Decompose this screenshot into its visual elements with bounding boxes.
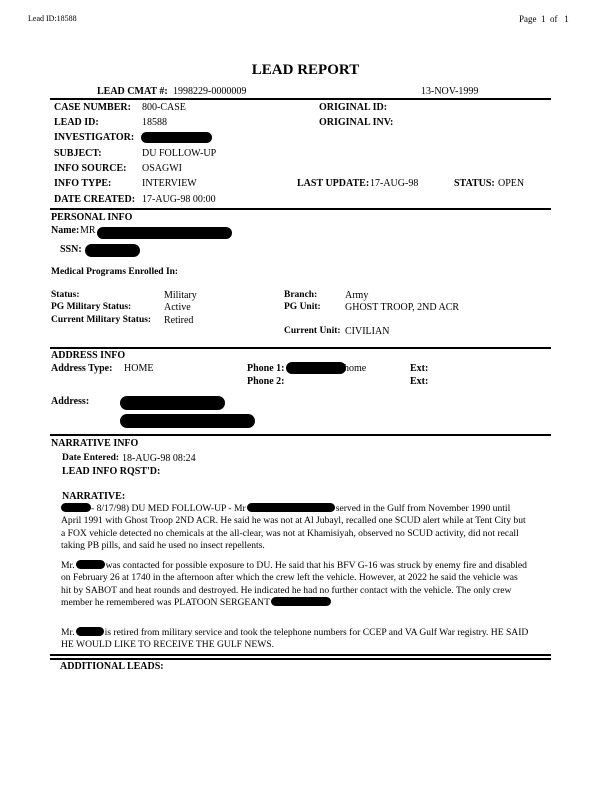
narrative-paragraph-1 [61, 503, 529, 553]
ext1-label: Ext: [410, 363, 429, 374]
phone2-label: Phone 2: [247, 376, 285, 387]
redaction-mark [76, 627, 104, 636]
ext2-label: Ext: [410, 376, 429, 387]
top-rule [50, 98, 551, 100]
personal-rule [50, 347, 551, 349]
address-heading: ADDRESS INFO [51, 350, 126, 361]
name-redaction [97, 227, 232, 239]
branch: Army [345, 290, 369, 301]
name-prefix: MR [80, 225, 96, 236]
address-type: HOME [124, 363, 154, 374]
pg-unit-label: PG Unit: [284, 302, 321, 312]
pg-unit: GHOST TROOP, 2ND ACR [345, 302, 460, 313]
p3-rest: is retired from military service and took the telephone numbers for CCEP and VA Gulf War registry. HE SAID HE WOULD LIKE TO RECEIVE THE GULF NEWS. [61, 627, 529, 651]
pg-status-label: PG Military Status: [51, 302, 132, 312]
report-date: 13-NOV-1999 [421, 86, 479, 97]
current-status-label: Current Military Status: [51, 315, 152, 325]
original-id-label: ORIGINAL ID: [319, 102, 388, 113]
p2-start: Mr. [61, 560, 75, 571]
address-line1-redaction [120, 396, 225, 410]
address-rule [50, 434, 551, 436]
status-type-label: Status: [51, 290, 80, 300]
date-entered: 18-AUG-98 08:24 [122, 453, 196, 464]
pg-status: Active [164, 302, 191, 313]
current-unit-label: Current Unit: [284, 326, 341, 336]
page-title: LEAD REPORT [251, 62, 360, 78]
redaction-mark [61, 503, 91, 512]
info-source: OSAGWI [142, 163, 182, 174]
last-update-label: LAST UPDATE: [297, 178, 370, 189]
narrative-paragraph-2 [61, 560, 529, 610]
phone1-suffix: home [344, 363, 367, 374]
p1-start: - 8/17/98) DU MED FOLLOW-UP - Mr [91, 503, 246, 514]
branch-label: Branch: [284, 290, 318, 300]
info-source-label: INFO SOURCE: [54, 163, 127, 174]
personal-heading: PERSONAL INFO [51, 212, 133, 223]
investigator-label: INVESTIGATOR: [54, 132, 135, 143]
page-indicator [519, 14, 569, 24]
status-type: Military [164, 290, 197, 301]
current-status: Retired [164, 315, 194, 326]
date-created-label: DATE CREATED: [54, 194, 136, 205]
page-label: Page [519, 14, 537, 24]
address-type-label: Address Type: [51, 363, 113, 374]
lead-id-label: LEAD ID: [54, 117, 99, 128]
redaction-mark [271, 597, 331, 606]
narrative-rule-1 [50, 654, 551, 656]
page-total: 1 [564, 14, 569, 24]
phone1-redaction [286, 362, 346, 374]
info-type: INTERVIEW [142, 178, 197, 189]
date-created: 17-AUG-98 00:00 [142, 194, 216, 205]
redaction-mark [247, 503, 335, 512]
cmat-value: 1998229-0000009 [173, 86, 247, 97]
narrative-paragraph-3 [61, 627, 529, 652]
lead-id-header: Lead ID:18588 [28, 14, 77, 23]
page-number: 1 [541, 14, 546, 24]
page-of: of [550, 14, 558, 24]
status-label: STATUS: [454, 178, 495, 189]
name-label: Name: [51, 225, 80, 236]
address-line2-redaction [120, 414, 255, 428]
narrative-rule-2 [50, 658, 551, 660]
ssn-label: SSN: [60, 244, 82, 255]
last-update: 17-AUG-98 [370, 178, 419, 189]
subject-label: SUBJECT: [54, 148, 102, 159]
date-entered-label: Date Entered: [62, 453, 120, 463]
subject: DU FOLLOW-UP [142, 148, 217, 159]
p2-rest: was contacted for possible exposure to DU. He said that his BFV G-16 was struck by enemy fire and disabled on February 26 at 1740 in the afternoon after which the crew left the vehicle. However, at 2022 he said the vehicle was hit by SABOT and heat rounds and destroyed. He indicated he had no further contact with the vehicle. The only crew member he remembered was PLATOON SERGEANT [61, 560, 527, 609]
additional-leads-heading: ADDITIONAL LEADS: [60, 661, 164, 672]
case-rule [50, 208, 551, 210]
redaction-mark [76, 560, 105, 569]
narrative-heading: NARRATIVE INFO [51, 438, 139, 449]
phone1-label: Phone 1: [247, 363, 285, 374]
status-value: OPEN [498, 178, 525, 189]
case-number: 800-CASE [142, 102, 186, 113]
narrative-label: NARRATIVE: [62, 491, 126, 502]
rqst-label: LEAD INFO RQST'D: [62, 466, 161, 477]
lead-id: 18588 [142, 117, 167, 128]
cmat-label: LEAD CMAT #: [97, 86, 168, 97]
medical-label: Medical Programs Enrolled In: [51, 267, 179, 277]
current-unit: CIVILIAN [345, 326, 390, 337]
p3-start: Mr. [61, 627, 75, 638]
info-type-label: INFO TYPE: [54, 178, 112, 189]
p1-rest: served in the Gulf from November 1990 until April 1991 with Ghost Troop 2ND ACR. He said he was not at Al Jubayl, recalled one SCUD alert while at Tent City but a FOX vehicle detected no chemicals at the all-clear, was not at Khamisiyah, observed no SCUD activity, did not recall taking PB pills, and said he used no insect repellents. [61, 503, 526, 552]
investigator-redaction [141, 132, 212, 143]
address-label: Address: [51, 396, 90, 407]
original-inv-label: ORIGINAL INV: [319, 117, 394, 128]
ssn-redaction [85, 244, 140, 257]
case-number-label: CASE NUMBER: [54, 102, 131, 113]
